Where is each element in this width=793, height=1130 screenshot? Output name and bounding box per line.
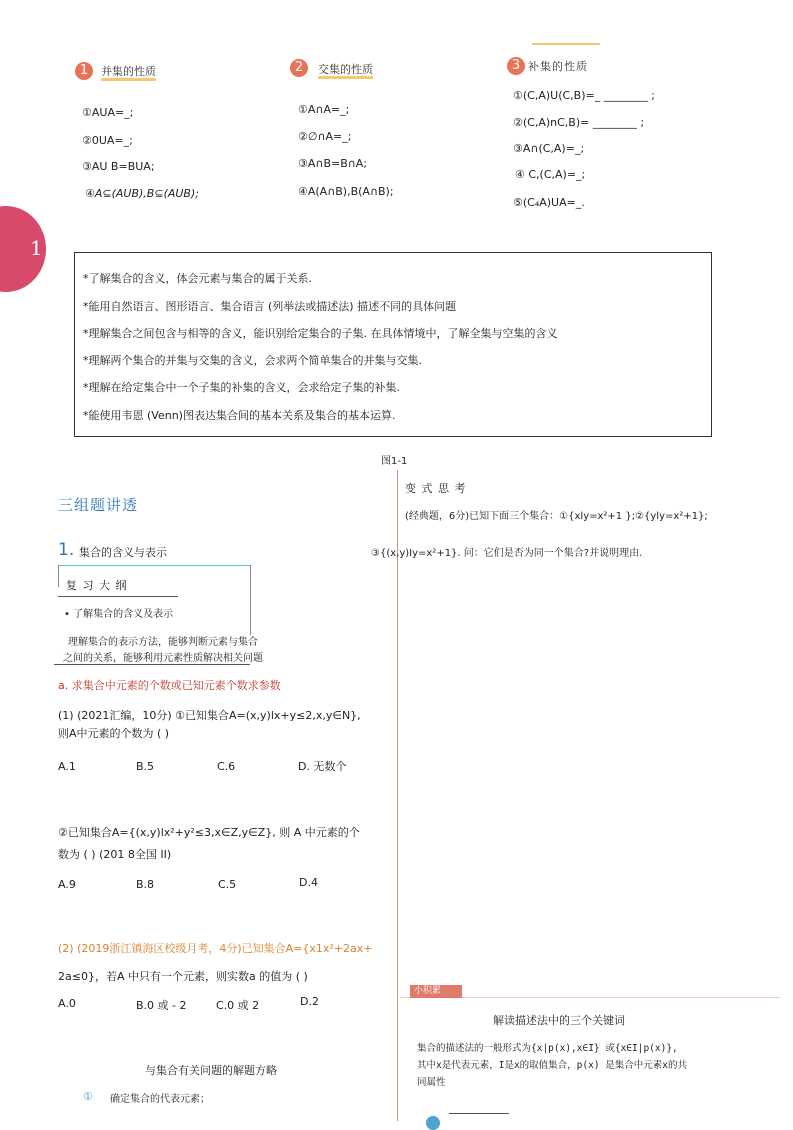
accumulation-tag: 小积累 (410, 985, 462, 998)
complement-properties-title: 补集的性质 (528, 60, 588, 73)
figure-caption: 图1-1 (381, 456, 408, 467)
note-title: 解读描述法中的三个关键词 (493, 1014, 625, 1027)
section-title: 三组题讲透 (58, 496, 139, 514)
union-properties-title: 并集的性质 (101, 63, 156, 79)
complement-property-line: ④ C,(C,A)=_; (515, 168, 586, 181)
union-property-line: ④A⊆(AUB),B⊆(AUB); (85, 187, 199, 200)
question-2-line: 数为 ( ) (201 8全国 II) (58, 848, 172, 861)
question-1-option: A.1 (58, 760, 76, 773)
union-property-line: ②0UA=_; (82, 134, 133, 147)
question-2-option: A.9 (58, 878, 76, 891)
intersection-property-line: ③A∩B=B∩A; (298, 157, 368, 170)
review-outline-item: 之间的关系，能够利用元素性质解决相关问题 (63, 653, 263, 664)
question-3-option: A.0 (58, 997, 76, 1010)
review-outline-top-rule (58, 565, 251, 566)
complement-property-line: ③A∩(C,A)=_; (513, 142, 585, 155)
intersection-property-line: ①A∩A=_; (298, 103, 350, 116)
method-step-number: ① (83, 1090, 93, 1103)
question-2-option: C.5 (218, 878, 237, 891)
property-number-badge-1: 1 (75, 62, 93, 80)
variant-question-line: (经典题，6分)已知下面三个集合：①{xly=x²+1 };②{yly=x²+1}; (405, 511, 708, 522)
review-outline-title: 复 习 大 纲 (66, 579, 128, 592)
union-property-line: ③AU B=BUA; (82, 160, 155, 173)
subsection-a-title: a. 求集合中元素的个数或已知元素个数求参数 (58, 679, 281, 692)
review-outline-bottom-rule (54, 664, 250, 665)
question-3-line: (2) (2019浙江镇海区校级月考，4分)已知集合A={x1x²+2ax+ (58, 942, 373, 955)
question-3-option: C.0 或 2 (216, 999, 260, 1012)
note-line: 其中x是代表元素，I是x的取值集合，p(x) 是集合中元素x的共 (417, 1060, 687, 1071)
intersection-property-line: ②∅∩A=_; (298, 130, 352, 143)
question-3-line: 2a≤0}，若A 中只有一个元素，则实数a 的值为 ( ) (58, 970, 308, 983)
question-2-option: B.8 (136, 878, 155, 891)
question-2-option: D.4 (299, 876, 318, 889)
learning-goal: *了解集合的含义，体会元素与集合的属于关系. (83, 272, 312, 285)
question-3-option: D.2 (300, 995, 319, 1008)
question-1-option: C.6 (217, 760, 236, 773)
question-1-option: D. 无数个 (298, 760, 347, 773)
intersection-properties-title: 交集的性质 (318, 61, 373, 77)
accumulation-tag-rule (400, 997, 780, 998)
chapter-side-tab-number: 1 (30, 236, 43, 260)
review-outline-right-rule (250, 565, 251, 635)
topic-number: 1. (58, 540, 75, 560)
question-1-option: B.5 (136, 760, 155, 773)
review-outline-title-rule (58, 596, 178, 597)
question-1-line: (1) (2021汇编，10分) ①已知集合A=(x,y)lx+y≤2,x,y∈N}, (58, 709, 361, 722)
topic-title: 集合的含义与表示 (79, 546, 167, 559)
method-step: 确定集合的代表元素； (110, 1094, 210, 1105)
property-number-badge-2: 2 (290, 59, 308, 77)
note-line: 同属性 (417, 1077, 446, 1088)
variant-thinking-title: 变 式 思 考 (405, 482, 467, 495)
learning-goal: *能用自然语言、图形语言、集合语言 (列举法或描述法) 描述不同的具体问题 (83, 300, 457, 313)
learning-goals-box (74, 252, 712, 437)
learning-goal: *理解两个集合的并集与交集的含义，会求两个简单集合的并集与交集. (83, 354, 422, 367)
variant-question-line: ③{(x,y)Iy=x²+1}. 问：它们是否为同一个集合?并说明理由. (371, 548, 643, 559)
review-outline-box (58, 565, 263, 665)
review-outline-left-rule (58, 565, 59, 587)
complement-property-line: ①(C,A)U(C,B)=_ ________ ; (513, 89, 655, 102)
method-title: 与集合有关问题的解题方略 (145, 1064, 277, 1077)
review-outline-item: 理解集合的表示方法，能够判断元素与集合 (68, 637, 258, 648)
property-number-badge-3: 3 (507, 57, 525, 75)
question-2-line: ②已知集合A={(x,y)lx²+y²≤3,x∈Z,y∈Z}, 则 A 中元素的个 (58, 826, 360, 839)
bottom-rule (449, 1113, 509, 1114)
question-1-line: 则A中元素的个数为 ( ) (58, 727, 170, 740)
question-3-option: B.0 或 - 2 (136, 999, 187, 1012)
learning-goal: *能使用韦恩 (Venn)图表达集合间的基本关系及集合的基本运算. (83, 409, 396, 422)
learning-goal: *理解集合之间包含与相等的含义，能识别给定集合的子集. 在具体情境中，了解全集与空集的含义 (83, 327, 558, 340)
intersection-property-line: ④A(A∩B),B(A∩B); (298, 185, 394, 198)
union-property-line: ①AUA=_; (82, 106, 134, 119)
complement-title-accent (532, 43, 600, 45)
complement-property-line: ②(C,A)nC,B)= ________ ; (513, 116, 645, 129)
bottom-badge-icon (426, 1116, 440, 1130)
complement-property-line: ⑤(C₄A)UA=_. (513, 196, 585, 209)
note-line: 集合的描述法的一般形式为{x|p(x),x∈I} 或{x∈I|p(x)}, (417, 1043, 678, 1054)
review-outline-item: • 了解集合的含义及表示 (64, 609, 174, 620)
column-divider (397, 470, 398, 1121)
learning-goal: *理解在给定集合中一个子集的补集的含义，会求给定子集的补集. (83, 381, 400, 394)
